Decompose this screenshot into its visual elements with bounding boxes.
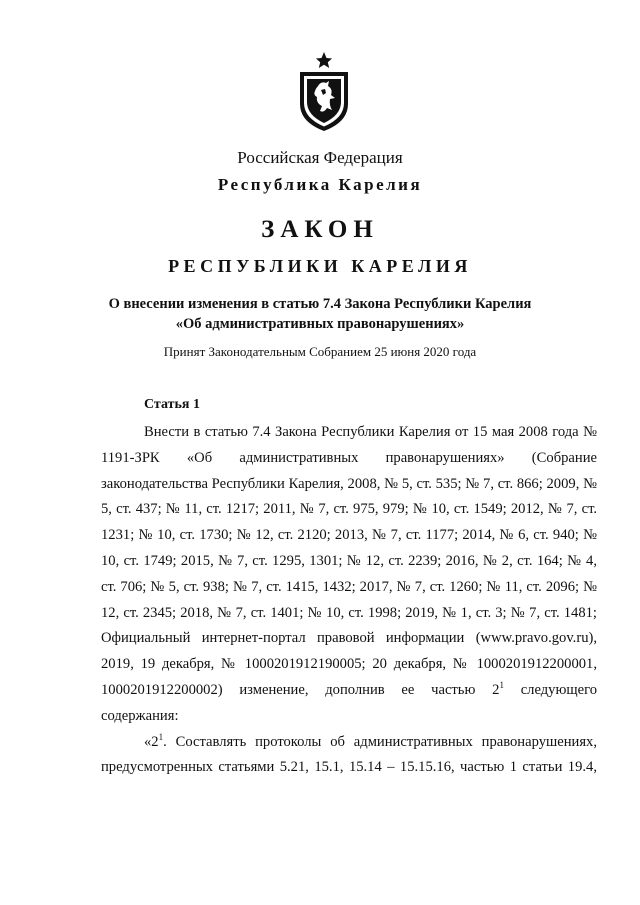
document-issuer: РЕСПУБЛИКИ КАРЕЛИЯ [168,256,472,276]
article-paragraph-2 [101,730,597,782]
country-name: Российская Федерация [237,148,403,167]
document-type: ЗАКОН [261,216,379,243]
paragraph-1-superscript: 1 [499,679,504,690]
paragraph-1-text: Внести в статью 7.4 Закона Республики Карелия от 15 мая 2008 года № 1191-ЗРК «Об административных правонарушениях» (Собрание законодательства Республики Карелия, 2008, № 5, ст. 535; № 7, ст. 866; 2009, № 5, ст. 437; № 11, ст. 1217; 2011, № 7, ст. 975, 979; № 10, ст. 1549; 2012, № 7, ст. 1231; № 10, ст. 1730; № 12, ст. 2120; 2013, № 7, ст. 1177; 2014, № 6, ст. 940; № 10, ст. 1749; 2015, № 7, ст. 1295, 1301; № 12, ст. 2239; 2016, № 2, ст. 164; № 4, ст. 706; № 5, ст. 938; № 7, ст. 1415, 1432; 2017, № 7, ст. 1260; № 11, ст. 2096; № 12, ст. 2345; 2018, № 7, ст. 1401; № 10, ст. 1998; 2019, № 1, ст. 3; № 7, ст. 1481; Официальный интернет-портал правовой информации (www.pravo.gov.ru), 2019, 19 декабря, № 1000201912190005; 20 декабря, № 1000201912200001, 1000201912200002) изменение, дополнив ее частью 2 [101,424,597,698]
paragraph-2-text: . Составлять протоколы об административных правонарушениях, предусмотренных статьями 5.21, 15.1, 15.14 – 15.15.16, частью 1 статьи 19.4, [101,733,597,776]
paragraph-1-tail: следующего содержания: [101,681,597,724]
paragraph-2-superscript: 1 [158,731,164,742]
article-title: Статья 1 [144,397,200,412]
karelia-coat-of-arms [296,52,352,132]
law-title [0,294,640,334]
law-title-line-1: О внесении изменения в статью 7.4 Закона Республики Карелия [108,296,532,312]
law-title-line-2: «Об административных правонарушениях» [175,316,465,332]
adoption-note: Принят Законодательным Собранием 25 июня 2020 года [163,344,477,359]
article-body [101,420,597,781]
paragraph-2-lead: «2 [144,733,159,750]
republic-name: Республика Карелия [217,175,423,194]
article-paragraph-1 [101,420,597,730]
